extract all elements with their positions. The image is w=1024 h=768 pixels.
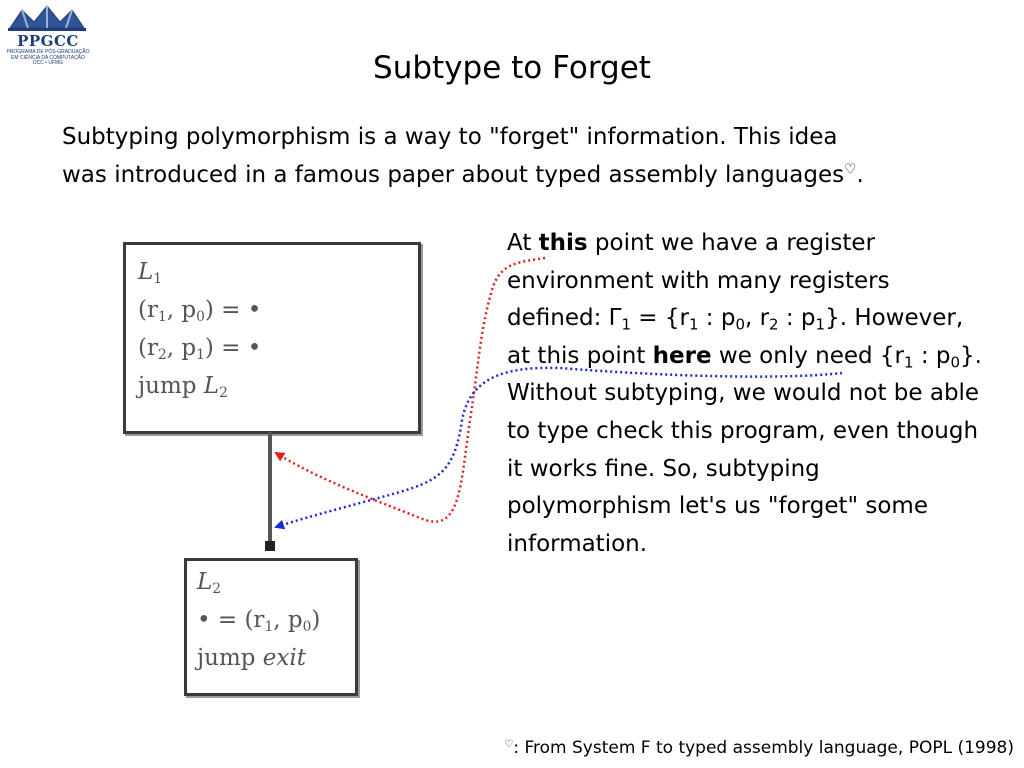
block2-jump: jump exit [197,645,306,671]
this-keyword: this [538,230,588,256]
blue-pointer-arrow [276,368,842,527]
footnote [0,738,1014,758]
here-keyword: here [652,342,712,369]
block1-assign-1: ($r_1$, $p_0$) = • [138,297,262,326]
block2-label: $L_2$ [197,569,222,598]
block1-label: $L_1$ [138,259,163,288]
block2-assign: • = ($r_1$, $p_0$) [197,607,321,636]
intro-line-1: Subtyping polymorphism is a way to "forget" information. This idea [62,124,838,150]
intro-line-2: was introduced in a famous paper about typed assembly languages [62,162,845,188]
slide-title: Subtype to Forget [373,50,651,86]
block1-assign-2: ($r_2$, $p_1$) = • [138,335,262,364]
explanation-paragraph: At this point we have a register environment with many registers defined: $\Gamma_1 = \{r_1$ : $p_0$, $r_2$ : $p_1$}. However, at this point here we only need {$r_1$ : $p_0$}. Without subtyping, we would not be able to type check this program, even though it works fine. So, subtyping polymorphism let's us "forget" some information. [507,230,982,557]
footnote-heart-mark: ♡ [844,161,857,178]
edge-arrowhead-icon [265,541,275,551]
cfg-edge [265,432,275,551]
intro-end: . [856,162,864,188]
block1-jump: jump $L_2$ [138,373,228,402]
footnote-text: : From System F to typed assembly language, POPL (1998) [513,738,1014,758]
red-pointer-arrow [276,258,545,522]
logo-subtitle: PROGRAMA DE PÓS-GRADUAÇÃO EM CIÊNCIA DA COMPUTAÇÃO DCC • UFMG [6,49,90,66]
footnote-heart-icon: ♡ [504,738,514,750]
logo-acronym: PPGCC [17,32,79,50]
